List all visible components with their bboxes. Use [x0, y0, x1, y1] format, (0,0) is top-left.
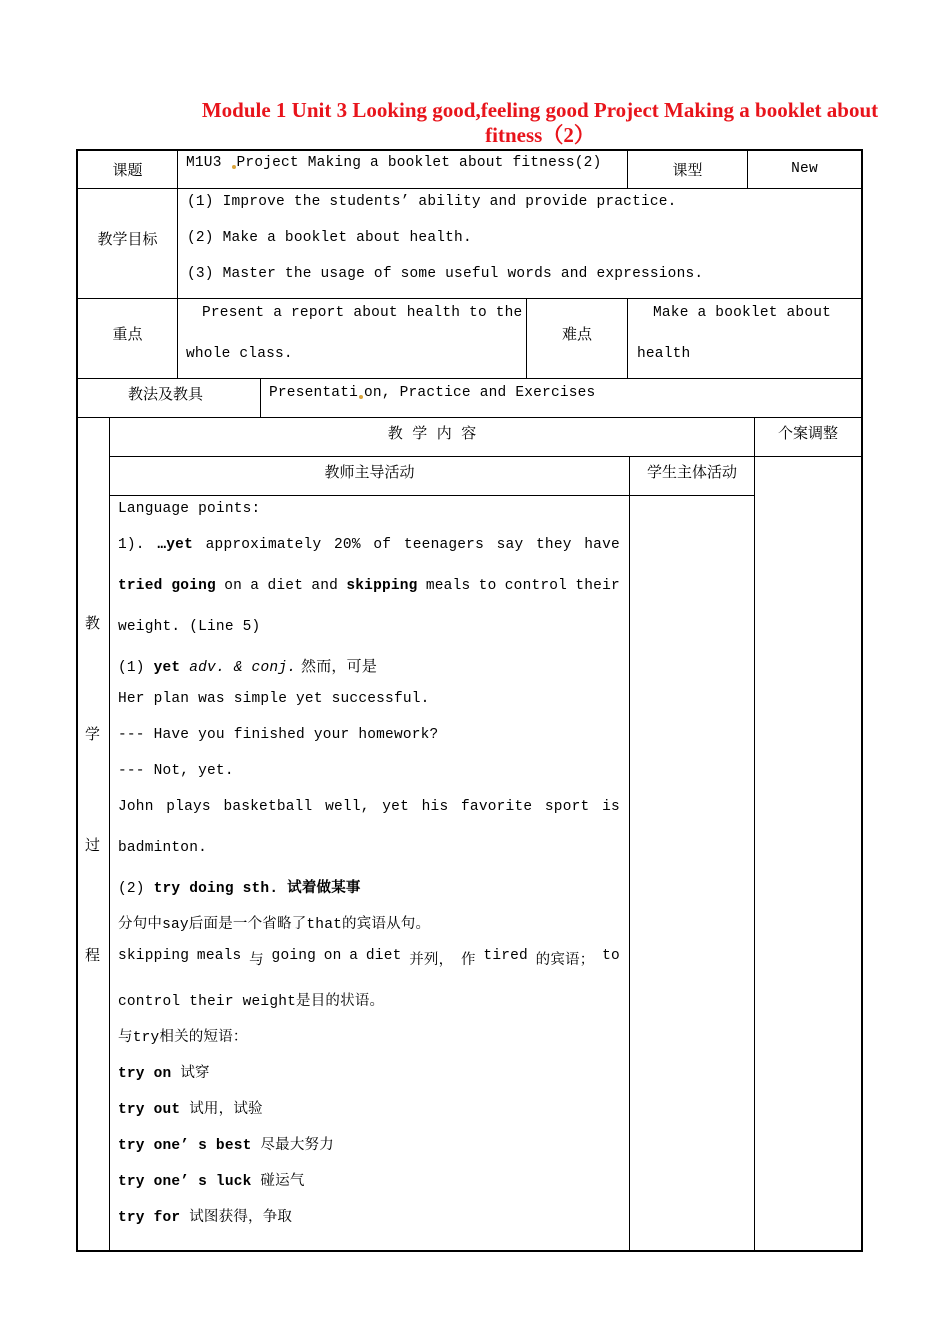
- title-line-1: Module 1 Unit 3 Looking good,feeling good Project Making a booklet about: [201, 98, 879, 122]
- phrase-en: try out: [118, 1102, 181, 1118]
- topic-label: 课题: [112, 161, 143, 179]
- objective-item-1: (1) Improve the students’ ability and provide practice.: [187, 194, 677, 210]
- word: approximately: [205, 537, 322, 553]
- word: and: [311, 578, 339, 594]
- word: [157, 537, 193, 553]
- word-bold: …yet: [157, 537, 193, 553]
- language-points-heading: Language points:: [118, 501, 261, 517]
- phrase-item: [118, 1061, 210, 1082]
- word: have: [584, 537, 620, 553]
- word: [118, 578, 216, 594]
- mark-dot: [359, 395, 363, 399]
- difficulty-label: 难点: [561, 325, 592, 343]
- word: meals: [196, 948, 242, 964]
- word: favorite: [461, 799, 533, 815]
- type-label: 课型: [672, 161, 703, 179]
- methods-label: 教法及教具: [128, 385, 204, 403]
- objectives-label: 教学目标: [97, 230, 158, 248]
- phrases-intro: 与try相关的短语：: [118, 1030, 248, 1046]
- try-doing-definition: [118, 876, 361, 897]
- phrase-zh: 碰运气: [251, 1174, 305, 1190]
- item-number: (2): [118, 881, 154, 897]
- objective-item-3: (3) Master the usage of some useful words and expressions.: [187, 266, 704, 282]
- example-4: [118, 799, 620, 815]
- sentence-line-2: [118, 578, 620, 594]
- word: skipping: [118, 948, 190, 964]
- yet-definition: [118, 655, 377, 676]
- difficulty-text-2: health: [637, 346, 691, 362]
- word: control: [504, 578, 568, 594]
- grammar-note-3: control their weight是目的状语。: [118, 994, 385, 1010]
- teacher-activity-header: 教师主导活动: [324, 463, 415, 481]
- topic-value: [186, 155, 601, 171]
- process-label-2: 学: [85, 725, 101, 743]
- topic-value-text: Project Making a booklet about fitness(2): [236, 155, 602, 171]
- word: a: [349, 948, 359, 964]
- example-1: Her plan was simple yet successful.: [118, 691, 430, 707]
- grammar-note-2: [118, 948, 620, 969]
- word: John: [118, 799, 154, 815]
- grammar-note-1: 分句中say后面是一个省略了that的宾语从句。: [118, 917, 431, 933]
- word-bold: tried going: [118, 578, 216, 594]
- phrase-en: try one’ s best: [118, 1138, 252, 1154]
- phrase-zh: 尽最大努力: [251, 1138, 334, 1154]
- word: diet: [365, 948, 402, 964]
- word: 的宾语；: [535, 953, 595, 969]
- word: 与: [249, 953, 264, 969]
- phrase-en: try one’ s luck: [118, 1174, 252, 1190]
- methods-value-a: Presentati: [269, 385, 359, 401]
- sentence-line-1: [118, 537, 620, 553]
- phrase-item: [118, 1169, 305, 1190]
- word: sport: [544, 799, 590, 815]
- keyword: try doing sth. 试着做某事: [153, 881, 361, 897]
- word: his: [421, 799, 449, 815]
- content-header: 教 学 内 容: [387, 424, 477, 442]
- word: is: [602, 799, 620, 815]
- phrase-en: try on: [118, 1066, 172, 1082]
- word: [346, 578, 417, 594]
- process-label-4: 程: [85, 946, 101, 964]
- student-activity-header: 学生主体活动: [646, 463, 737, 481]
- word: going: [271, 948, 317, 964]
- title-line-2: fitness（2）: [485, 123, 595, 147]
- process-label-1: 教: [85, 614, 101, 632]
- word: well,: [325, 799, 370, 815]
- word: teenagers: [403, 537, 484, 553]
- sentence-line-3: weight. (Line 5): [118, 619, 261, 635]
- key-points-label: 重点: [112, 325, 143, 343]
- word: they: [536, 537, 572, 553]
- phrase-item: [118, 1133, 334, 1154]
- word: basketball: [223, 799, 313, 815]
- word: diet: [267, 578, 304, 594]
- word: to: [478, 578, 497, 594]
- word: on: [224, 578, 243, 594]
- word: their: [575, 578, 620, 594]
- example-4-continued: badminton.: [118, 840, 208, 856]
- phrase-item: [118, 1205, 292, 1226]
- phrase-zh: 试图获得，争取: [180, 1210, 293, 1226]
- word: 并列，: [409, 953, 454, 969]
- word: yet: [382, 799, 409, 815]
- word: tired: [483, 948, 528, 964]
- part-of-speech: adv. & conj.: [189, 660, 297, 676]
- phrase-en: try for: [118, 1210, 181, 1226]
- word: plays: [166, 799, 211, 815]
- difficulty-text-1: Make a booklet about: [653, 305, 832, 321]
- phrase-zh: 试穿: [171, 1066, 210, 1082]
- word: to: [602, 948, 620, 964]
- word: 作: [461, 953, 476, 969]
- word: meals: [425, 578, 471, 594]
- key-points-text-2: whole class.: [186, 346, 293, 362]
- word: 20%: [334, 537, 361, 553]
- objective-item-2: (2) Make a booklet about health.: [187, 230, 472, 246]
- keyword: yet: [153, 660, 181, 676]
- process-label-3: 过: [85, 836, 101, 854]
- word: a: [250, 578, 260, 594]
- word: on: [323, 948, 342, 964]
- type-value: New: [791, 161, 818, 177]
- example-3: --- Not, yet.: [118, 763, 234, 779]
- word-bold: skipping: [346, 578, 418, 594]
- adjust-header: 个案调整: [777, 424, 838, 442]
- mark-dot: [232, 165, 236, 169]
- methods-value: [269, 385, 595, 401]
- meaning: 然而，可是: [296, 657, 378, 675]
- word: of: [373, 537, 392, 553]
- topic-value-prefix: M1U3: [186, 155, 231, 171]
- key-points-text-1: Present a report about health to the: [202, 305, 523, 321]
- document-title: [100, 98, 930, 148]
- item-number: (1): [118, 660, 154, 676]
- methods-value-b: on, Practice and Exercises: [364, 385, 596, 401]
- phrase-zh: 试用，试验: [180, 1102, 263, 1118]
- word: say: [496, 537, 524, 553]
- word: 1).: [118, 537, 145, 553]
- phrase-item: [118, 1097, 263, 1118]
- example-2: --- Have you finished your homework?: [118, 727, 439, 743]
